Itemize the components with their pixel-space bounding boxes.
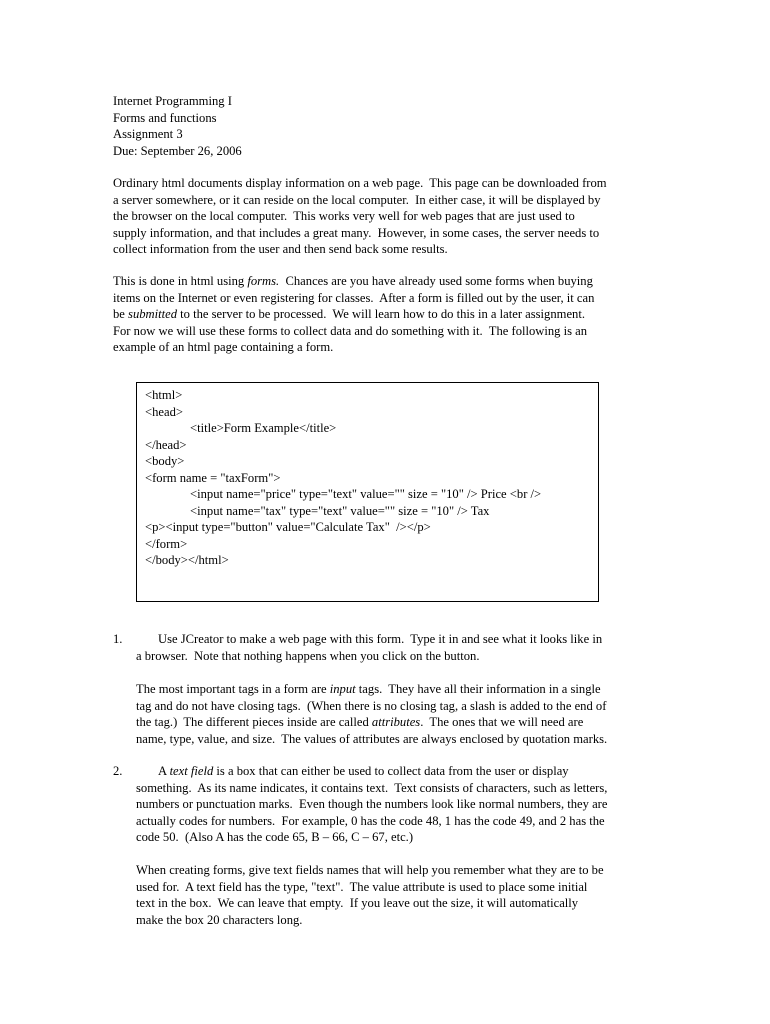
paragraph-line: text in the box. We can leave that empty. If you leave out the size, it will automatically (136, 896, 579, 910)
code-example-box (136, 382, 599, 602)
text-run: Chances are you have already used some forms when buying (279, 274, 593, 288)
input-tags-paragraph (136, 681, 661, 747)
paragraph-line: example of an html page containing a form. (113, 340, 334, 354)
list-number: 2. (113, 764, 123, 778)
intro-paragraph (113, 175, 663, 258)
paragraph-line: For now we will use these forms to collect data and do something with it. The following is an (113, 323, 588, 338)
document-header (113, 93, 663, 159)
text-run: . The ones that we will need are (420, 715, 584, 729)
code-line: </body></html> (145, 553, 229, 567)
course-title: Internet Programming I (113, 94, 232, 108)
emphasis-input: input (329, 682, 356, 696)
paragraph-line (113, 306, 663, 323)
code-line: <body> (145, 454, 185, 468)
paragraph-line: something. As its name indicates, it contains text. Text consists of characters, such as letters, (136, 780, 608, 795)
paragraph-line: numbers or punctuation marks. Even though the numbers look like normal numbers, they are (136, 797, 608, 811)
paragraph-line: a browser. Note that nothing happens when you click on the button. (136, 648, 480, 663)
paragraph-line: tag and do not have closing tags. (When there is no closing tag, a slash is added to the end of (136, 698, 607, 713)
paragraph-line: Use JCreator to make a web page with this form. Type it in and see what it looks like in (158, 632, 603, 646)
code-line: </head> (145, 437, 187, 452)
code-line: <title>Form Example</title> (190, 421, 337, 435)
emphasis-text-field: text field (169, 764, 214, 778)
forms-paragraph (113, 273, 663, 356)
text-run: tags. They have all their information in a single (355, 682, 601, 696)
paragraph-line (113, 273, 663, 290)
code-line: <input name="tax" type="text" value="" size = "10" /> Tax (190, 503, 490, 518)
code-line: <p><input type="button" value="Calculate Tax" /></p> (145, 520, 431, 534)
list-item-text (136, 763, 661, 846)
code-line: </form> (145, 536, 188, 551)
due-date: Due: September 26, 2006 (113, 143, 242, 158)
code-line: <html> (145, 388, 183, 402)
paragraph-line: make the box 20 characters long. (136, 912, 303, 927)
text-run: This is done in html using (113, 274, 248, 288)
emphasis-forms: forms. (247, 274, 280, 288)
list-number: 1. (113, 632, 123, 646)
code-line: <head> (145, 404, 183, 419)
paragraph-line (136, 681, 661, 698)
text-run: be (113, 307, 129, 321)
code-line: <input name="price" type="text" value="" size = "10" /> Price <br /> (190, 487, 542, 501)
paragraph-line: a server somewhere, or it can reside on the local computer. In either case, it will be displayed by (113, 192, 601, 207)
topic-title: Forms and functions (113, 110, 217, 125)
paragraph-line (136, 763, 661, 780)
code-listing (145, 387, 541, 569)
list-item-text (136, 631, 661, 664)
paragraph-line: actually codes for numbers. For example, 0 has the code 48, 1 has the code 49, and 2 has the (136, 813, 605, 828)
paragraph-line: When creating forms, give text fields names that will help you remember what they are to be (136, 863, 604, 877)
paragraph-line (136, 714, 661, 731)
paragraph-line: Ordinary html documents display information on a web page. This page can be downloaded from (113, 176, 607, 190)
text-run: is a box that can either be used to collect data from the user or display (213, 764, 569, 778)
assignment-title: Assignment 3 (113, 127, 183, 141)
code-line: <form name = "taxForm"> (145, 470, 281, 485)
paragraph-line: collect information from the user and then send back some results. (113, 242, 448, 256)
paragraph-line: used for. A text field has the type, "text". The value attribute is used to place some initial (136, 879, 588, 894)
text-run: A (158, 764, 170, 778)
paragraph-line: supply information, and that includes a great many. However, in some cases, the server needs to (113, 225, 600, 240)
emphasis-attributes: attributes (371, 715, 421, 729)
paragraph-line: name, type, value, and size. The values of attributes are always enclosed by quotation marks. (136, 731, 608, 746)
text-run: to the server to be processed. We will learn how to do this in a later assignment. (177, 307, 585, 321)
paragraph-line: items on the Internet or even registering for classes. After a form is filled out by the user, it can (113, 290, 595, 305)
text-run: The most important tags in a form are (136, 682, 330, 696)
text-run: the tag.) The different pieces inside are called (136, 715, 372, 729)
text-field-paragraph (136, 862, 661, 928)
paragraph-line: code 50. (Also A has the code 65, B – 66, C – 67, etc.) (136, 830, 414, 844)
emphasis-submitted: submitted (128, 307, 178, 321)
paragraph-line: the browser on the local computer. This works very well for web pages that are just used to (113, 209, 575, 223)
